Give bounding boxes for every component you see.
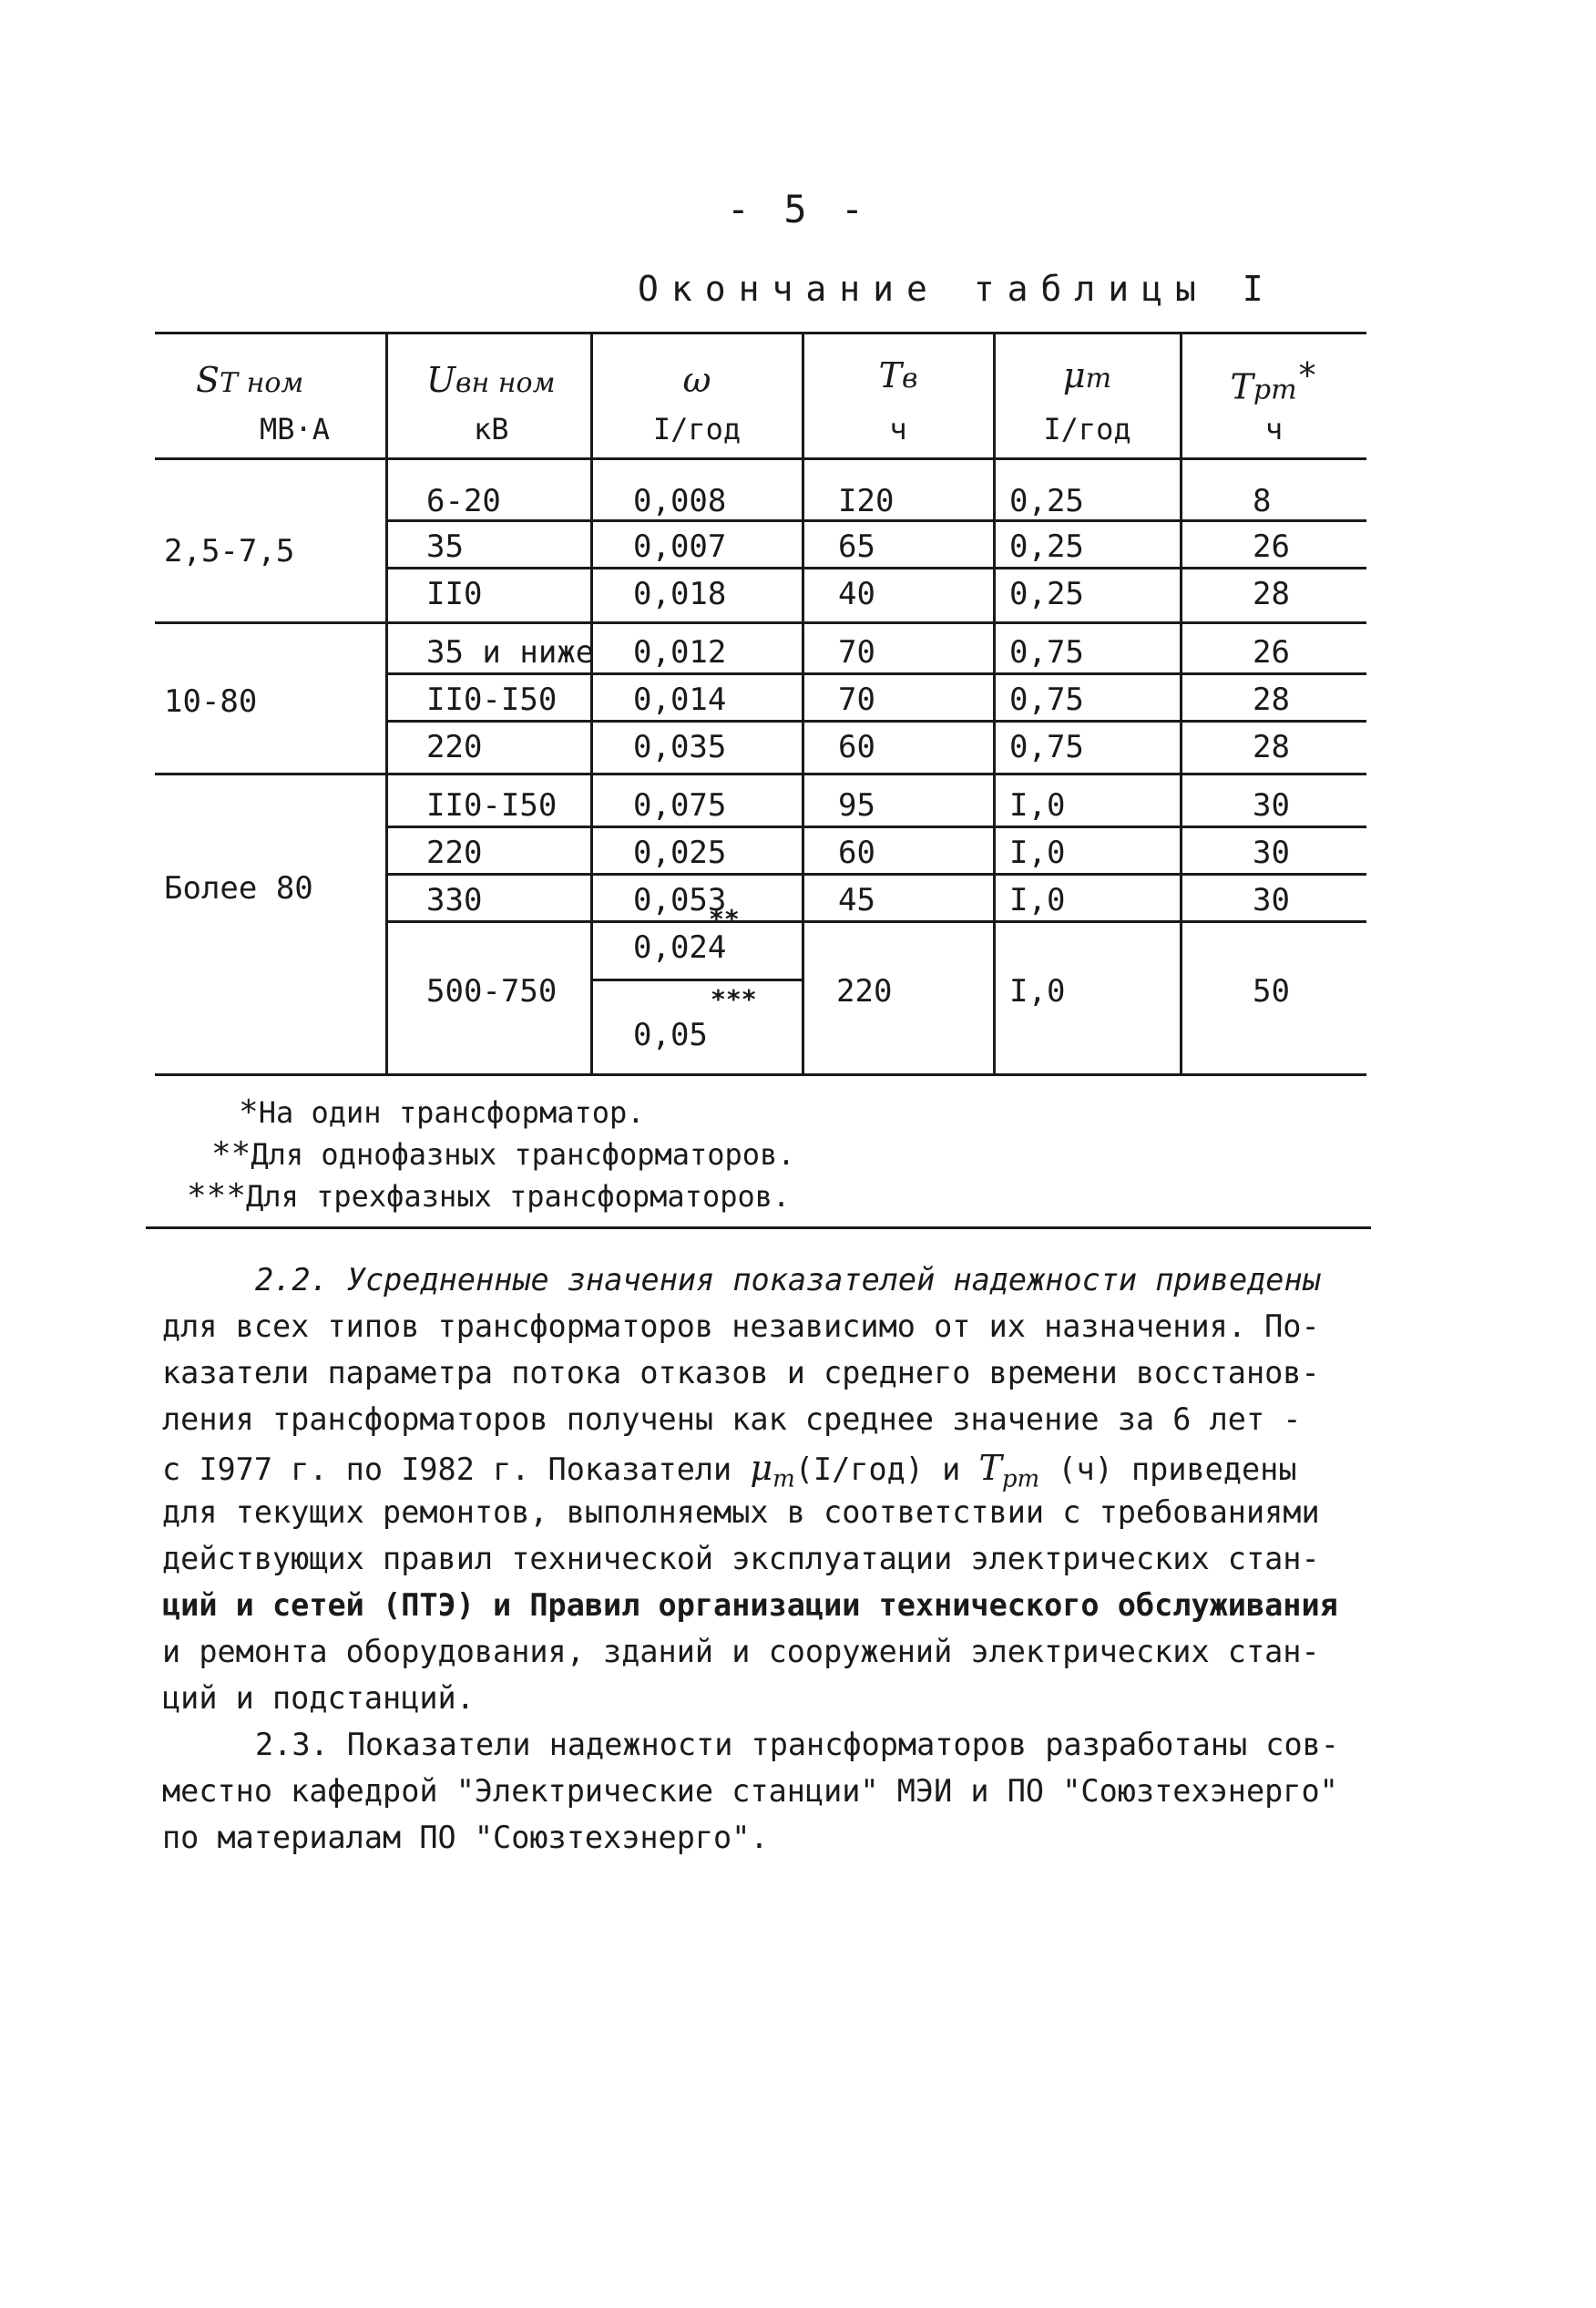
cell-trt: 50	[1253, 973, 1290, 1010]
cell-mu: I,0	[1009, 787, 1066, 824]
cell-tv: 45	[838, 882, 875, 918]
group-power: Более 80	[164, 870, 313, 907]
table-bottom-rule	[155, 1073, 1366, 1076]
cell-mu: 0,75	[1009, 634, 1084, 671]
cell-mu: 0,25	[1009, 528, 1084, 565]
row-rule	[387, 826, 1366, 828]
cell-tv: 70	[838, 682, 875, 718]
cell-tv: 70	[838, 634, 875, 671]
col-rule	[385, 333, 388, 1073]
row-rule	[387, 720, 1366, 723]
paragraph-line: по материалам ПО "Союзтехэнерго".	[162, 1820, 769, 1855]
cell-mu: 0,25	[1009, 576, 1084, 612]
paragraph-line: для текущих ремонтов, выполняемых в соответствии с требованиями	[162, 1494, 1320, 1530]
header-trt-unit: ч	[1264, 412, 1284, 446]
footnote-separator	[146, 1226, 1371, 1229]
cell-mu: 0,75	[1009, 682, 1084, 718]
footnote: ***Для трехфазных трансформаторов.	[187, 1177, 791, 1215]
cell-omega-three-phase: 0,05	[633, 1017, 708, 1053]
cell-trt: 8	[1253, 483, 1272, 519]
cell-trt: 26	[1253, 634, 1290, 671]
row-rule	[387, 920, 1366, 923]
cell-tv: 220	[836, 973, 893, 1010]
paragraph-line: казатели параметра потока отказов и среднего времени восстанов-	[162, 1355, 1320, 1390]
row-rule	[387, 519, 1366, 522]
cell-tv: 65	[838, 528, 875, 565]
cell-omega-mark: **	[709, 904, 740, 934]
header-mu: μт	[1062, 355, 1112, 395]
group-power: 2,5-7,5	[164, 533, 295, 569]
cell-voltage: 220	[426, 729, 483, 765]
cell-voltage: II0-I50	[426, 787, 558, 824]
table-top-rule	[155, 332, 1366, 334]
cell-tv: I20	[838, 483, 895, 519]
cell-omega: 0,075	[633, 787, 727, 824]
header-omega-unit: I/год	[652, 412, 742, 446]
cell-trt: 28	[1253, 729, 1290, 765]
cell-trt: 28	[1253, 682, 1290, 718]
row-rule	[387, 567, 1366, 569]
cell-tv: 60	[838, 835, 875, 871]
cell-trt: 30	[1253, 882, 1290, 918]
group-rule	[155, 621, 1366, 624]
paragraph-line: действующих правил технической эксплуатации электрических стан-	[162, 1541, 1320, 1576]
cell-trt: 30	[1253, 787, 1290, 824]
omega-split-rule	[592, 979, 802, 981]
cell-trt: 26	[1253, 528, 1290, 565]
cell-mu: I,0	[1009, 835, 1066, 871]
footnote: *На один трансформатор.	[239, 1093, 645, 1131]
paragraph-line: для всех типов трансформаторов независимо от их назначения. По-	[162, 1308, 1320, 1344]
footnote: **Для однофазных трансформаторов.	[211, 1135, 795, 1173]
cell-omega-mark: ***	[711, 984, 757, 1014]
row-rule	[387, 873, 1366, 876]
cell-omega: 0,018	[633, 576, 727, 612]
paragraph-line: ления трансформаторов получены как среднее значение за 6 лет -	[162, 1401, 1302, 1437]
mu-symbol: μ	[750, 1448, 773, 1488]
group-rule	[155, 773, 1366, 775]
paragraph-line: и ремонта оборудования, зданий и сооружений электрических стан-	[162, 1634, 1320, 1669]
header-tv-unit: ч	[889, 412, 907, 446]
header-voltage-unit: кВ	[474, 412, 509, 446]
paragraph-line: 2.2. Усредненные значения показателей надежности приведены	[255, 1262, 1321, 1298]
paragraph-line: с I977 г. по I982 г. Показатели $\mu_т(I/год)$ и $T_{рт}$ (ч) приведены	[162, 1448, 1297, 1493]
cell-mu: 0,25	[1009, 483, 1084, 519]
cell-omega: 0,012	[633, 634, 727, 671]
page-number: - 5 -	[726, 187, 870, 231]
cell-voltage: 6-20	[426, 483, 501, 519]
header-power-unit: МВ·А	[260, 412, 331, 446]
cell-omega: 0,035	[633, 729, 727, 765]
cell-voltage: 35 и ниже	[426, 634, 595, 671]
cell-mu: I,0	[1009, 973, 1066, 1010]
cell-voltage: 35	[426, 528, 464, 565]
cell-mu: I,0	[1009, 882, 1066, 918]
header-rule	[155, 457, 1366, 460]
header-trt: Tрт*	[1230, 355, 1318, 407]
cell-voltage: 220	[426, 835, 483, 871]
cell-mu: 0,75	[1009, 729, 1084, 765]
cell-omega-single-phase: 0,024	[633, 929, 727, 966]
t-symbol: T	[978, 1448, 1002, 1488]
cell-voltage: II0-I50	[426, 682, 558, 718]
header-omega: ω	[682, 360, 711, 400]
header-power: ST ном	[196, 360, 304, 400]
cell-omega: 0,053	[633, 882, 727, 918]
header-voltage: Uвн ном	[426, 360, 556, 400]
cell-omega: 0,025	[633, 835, 727, 871]
paragraph-line: местно кафедрой "Электрические станции" МЭИ и ПО "Союзтехэнерго"	[162, 1773, 1338, 1809]
header-mu-unit: I/год	[1043, 412, 1131, 446]
cell-tv: 95	[838, 787, 875, 824]
group-power: 10-80	[164, 683, 258, 720]
paragraph-line: ций и сетей (ПТЭ) и Правил организации технического обслуживания	[162, 1587, 1338, 1623]
table-continuation-title: Окончание таблицы I	[638, 269, 1276, 309]
cell-voltage: 330	[426, 882, 483, 918]
cell-voltage: II0	[426, 576, 483, 612]
cell-omega: 0,008	[633, 483, 727, 519]
paragraph-line: ций и подстанций.	[162, 1680, 475, 1716]
row-rule	[387, 672, 1366, 675]
paragraph-line: 2.3. Показатели надежности трансформаторов разработаны сов-	[255, 1727, 1339, 1762]
header-tv: Tв	[878, 355, 918, 395]
cell-tv: 40	[838, 576, 875, 612]
cell-trt: 30	[1253, 835, 1290, 871]
cell-trt: 28	[1253, 576, 1290, 612]
cell-tv: 60	[838, 729, 875, 765]
cell-omega: 0,007	[633, 528, 727, 565]
cell-omega: 0,014	[633, 682, 727, 718]
cell-voltage: 500-750	[426, 973, 558, 1010]
